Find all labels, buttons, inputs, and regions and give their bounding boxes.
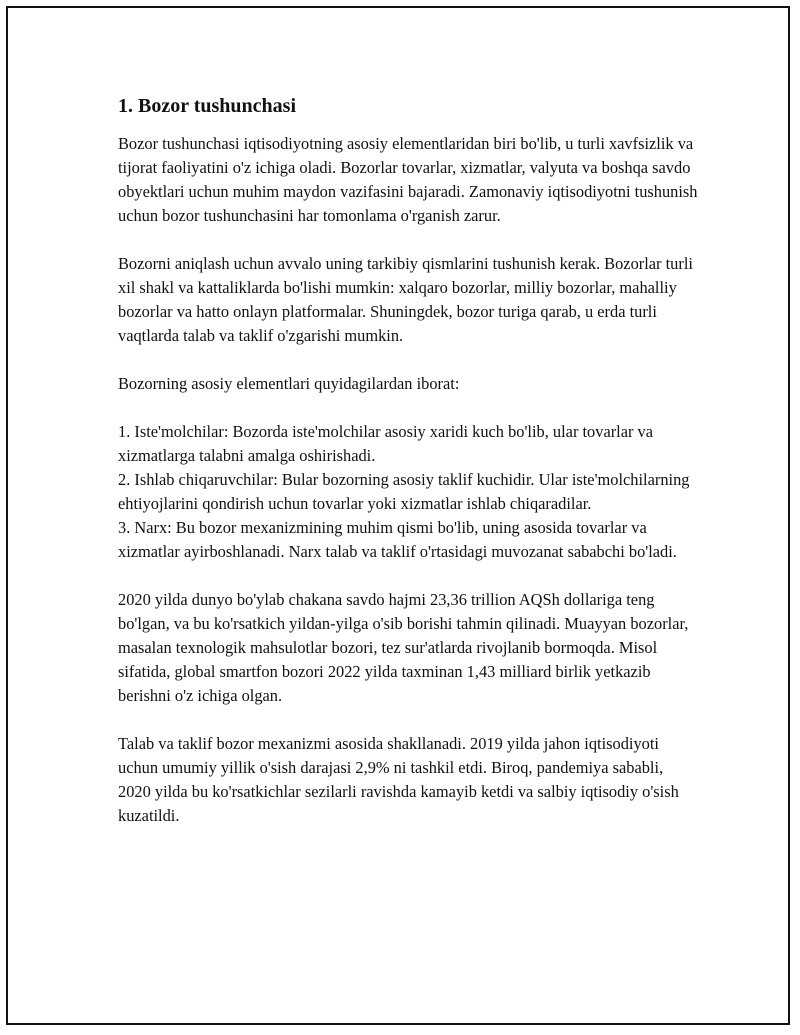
list-item: 1. Iste'molchilar: Bozorda iste'molchilar asosiy xaridi kuch bo'lib, ular tovarlar va xizmatlarga talabni amalga oshirishadi. (118, 422, 654, 465)
section-heading: 1. Bozor tushunchasi (118, 95, 297, 117)
elements-list (118, 420, 698, 564)
paragraph-intro: Bozor tushunchasi iqtisodiyotning asosiy elementlaridan biri bo'lib, u turli xavfsizlik va tijorat faoliyatini o'z ichiga oladi. Bozorlar tovarlar, xizmatlar, valyuta va boshqa savdo obyektlari uchun muhim maydon vazifasini bajaradi. Zamonaviy iqtisodiyotni tushunish uchun bozor tushunchasini har tomonlama o'rganish zarur. (118, 134, 698, 225)
list-item: 2. Ishlab chiqaruvchilar: Bular bozorning asosiy taklif kuchidir. Ular iste'molchilarning ehtiyojlarini qondirish uchun tovarlar yoki xizmatlar ishlab chiqaradilar. (118, 470, 690, 513)
paragraph-supply-demand: Talab va taklif bozor mexanizmi asosida shakllanadi. 2019 yilda jahon iqtisodiyoti uchun umumiy yillik o'sish darajasi 2,9% ni tashkil etdi. Biroq, pandemiya sababli, 2020 yilda bu ko'rsatkichlar sezilarli ravishda kamayib ketdi va salbiy iqtisodiy o'sish kuzatildi. (118, 734, 679, 825)
document-body (118, 92, 698, 852)
paragraph-elements-intro: Bozorning asosiy elementlari quyidagilardan iborat: (118, 374, 460, 393)
paragraph-market-definition: Bozorni aniqlash uchun avvalo uning tarkibiy qismlarini tushunish kerak. Bozorlar turli xil shakl va kattaliklarda bo'lishi mumkin: xalqaro bozorlar, milliy bozorlar, mahalliy bozorlar va hatto onlayn platformalar. Shuningdek, bozor turiga qarab, u erda turli vaqtlarda talab va taklif o'zgarishi mumkin. (118, 254, 693, 345)
paragraph-retail-statistics: 2020 yilda dunyo bo'ylab chakana savdo hajmi 23,36 trillion AQSh dollariga teng bo'lgan, va bu ko'rsatkich yildan-yilga o'sib borishi tahmin qilinadi. Muayyan bozorlar, masalan texnologik mahsulotlar bozori, tez sur'atlarda rivojlanib bormoqda. Misol sifatida, global smartfon bozori 2022 yilda taxminan 1,43 milliard birlik yetkazib berishni o'z ichiga olgan. (118, 590, 689, 705)
list-item: 3. Narx: Bu bozor mexanizmining muhim qismi bo'lib, uning asosida tovarlar va xizmatlar ayirboshlanadi. Narx talab va taklif o'rtasidagi muvozanat sababchi bo'ladi. (118, 518, 677, 561)
